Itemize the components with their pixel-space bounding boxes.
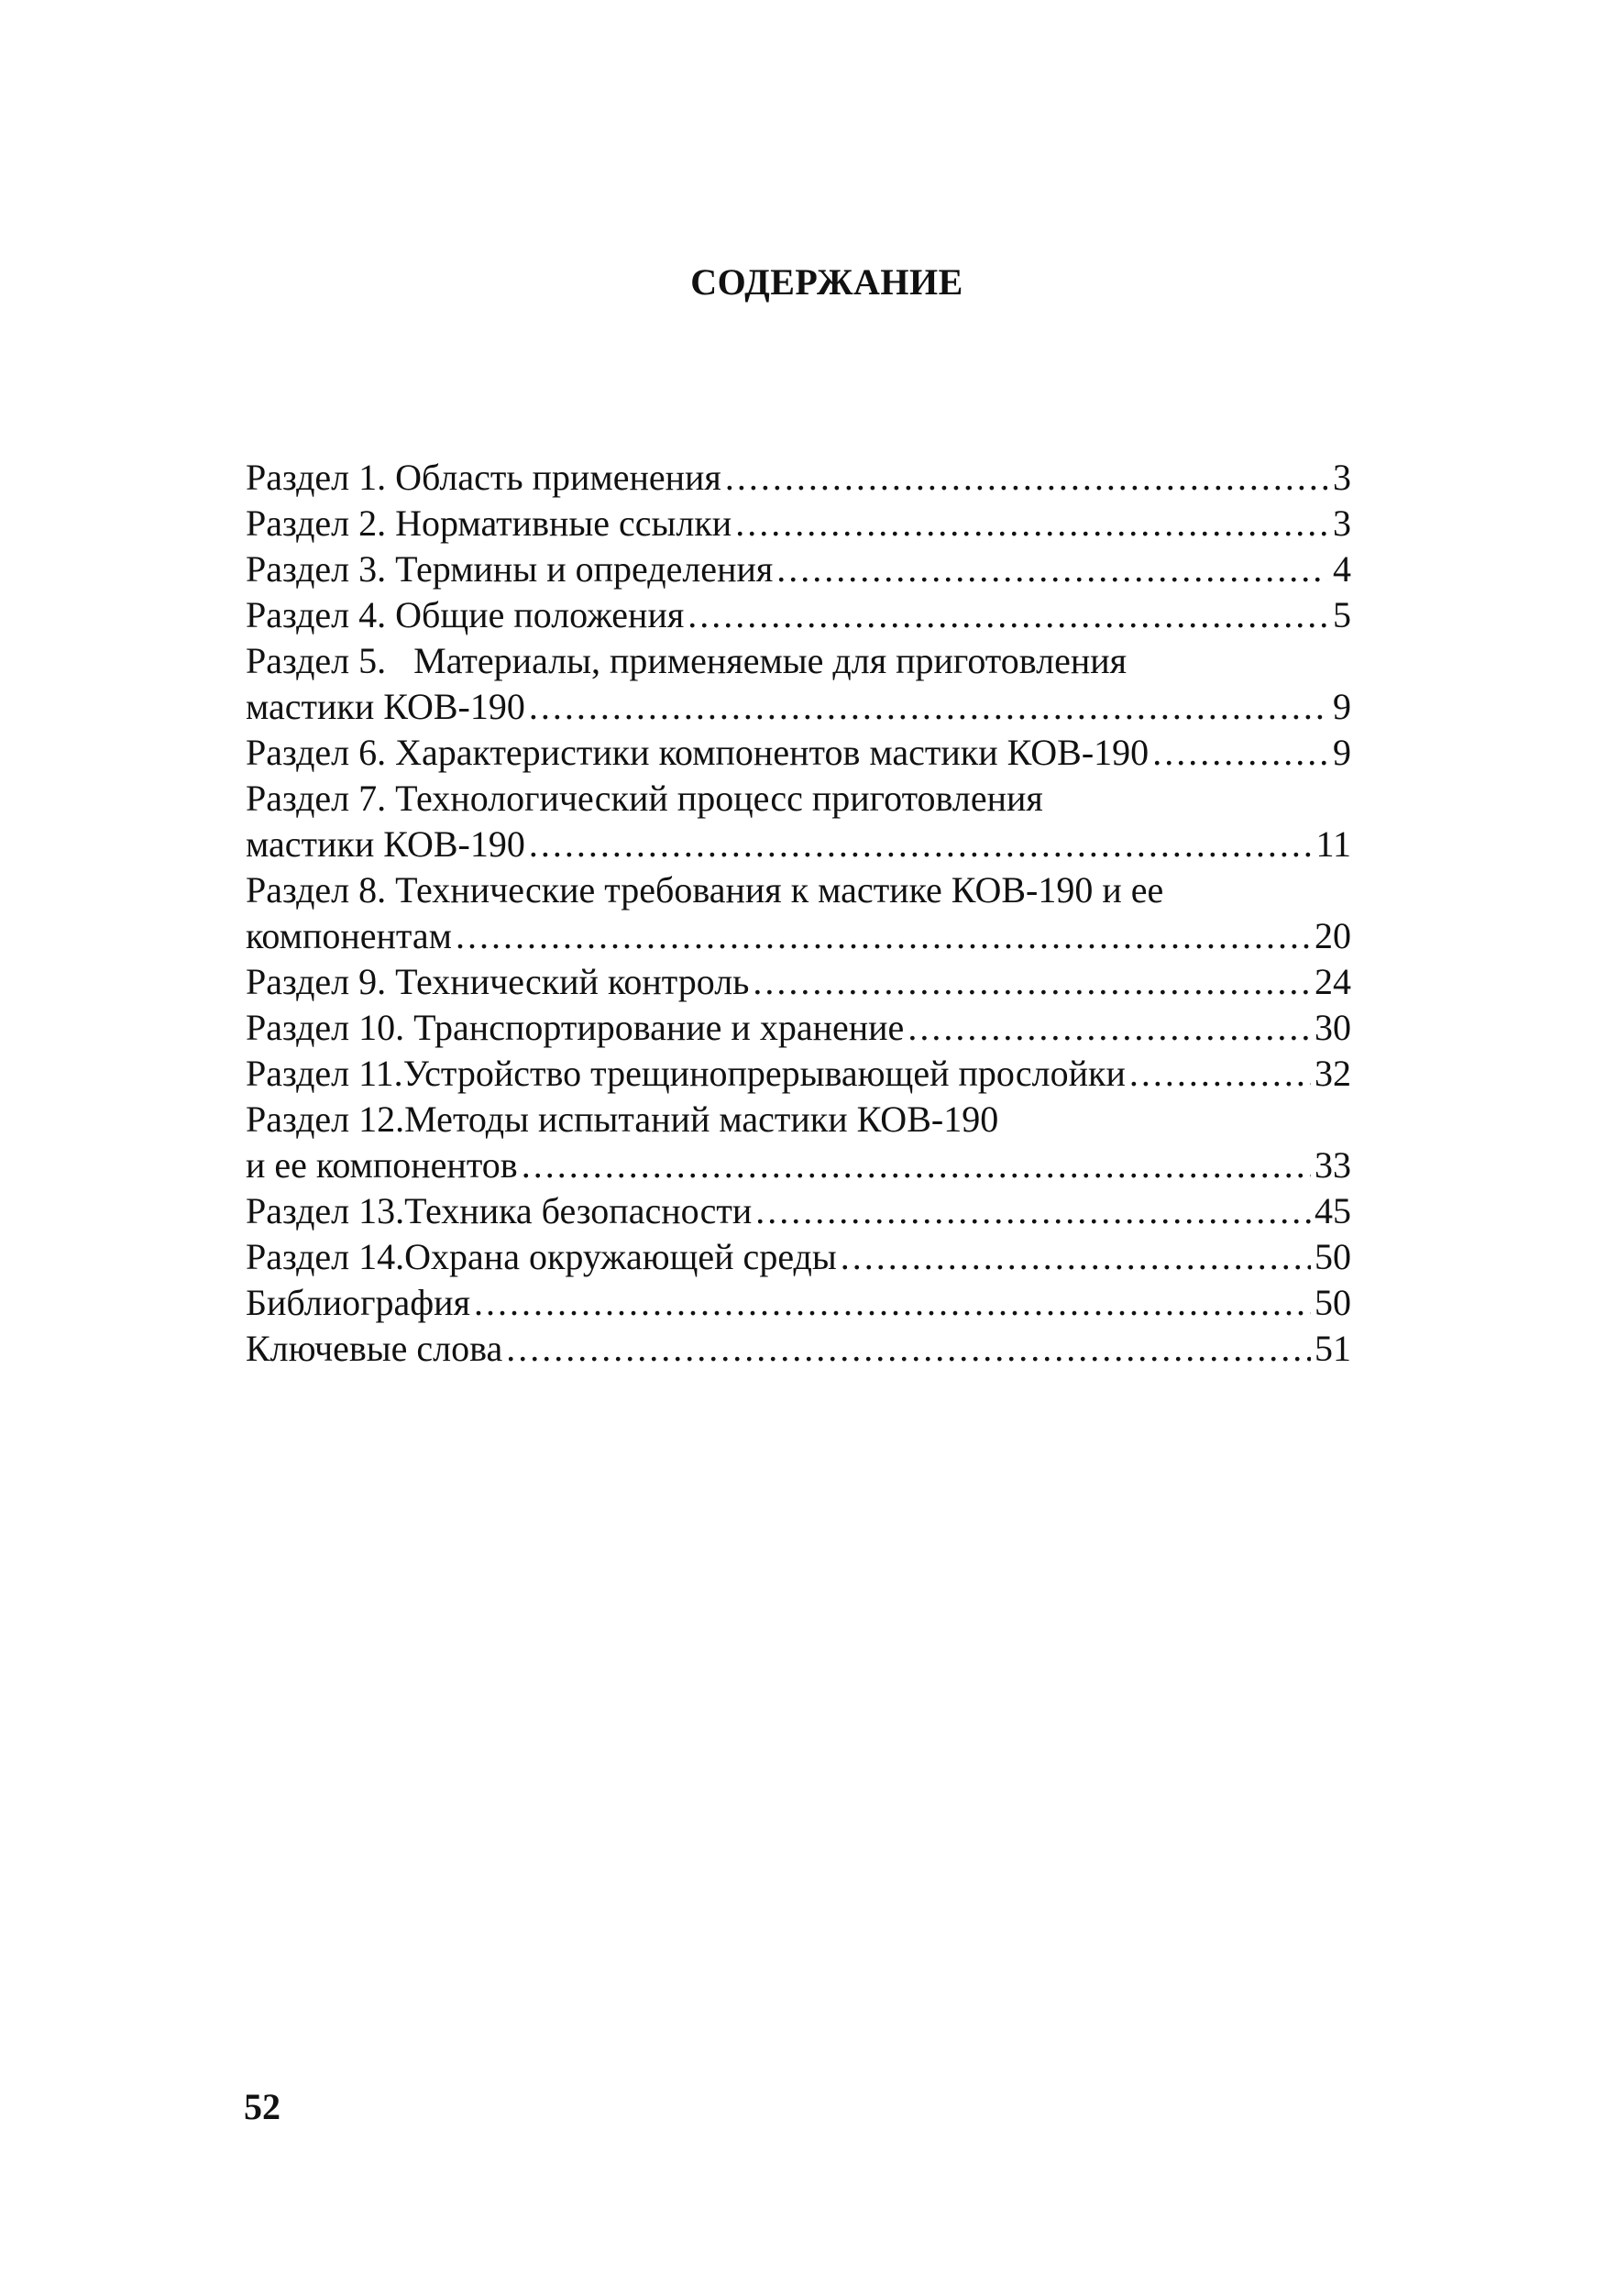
table-of-contents bbox=[246, 455, 1351, 1372]
toc-leader-dots bbox=[735, 501, 1327, 546]
toc-leader-dots bbox=[776, 546, 1327, 592]
toc-entry-page: 9 bbox=[1333, 732, 1351, 773]
toc-leader-dots bbox=[529, 822, 1313, 867]
toc-entry-text: Библиография bbox=[246, 1282, 470, 1323]
toc-entry-page: 45 bbox=[1314, 1190, 1351, 1231]
toc-entry-page: 3 bbox=[1333, 457, 1351, 498]
toc-entry-heading-line bbox=[246, 638, 1351, 684]
toc-entry-page: 5 bbox=[1333, 594, 1351, 635]
toc-leader-dots bbox=[474, 1280, 1311, 1326]
toc-leader-dots bbox=[1129, 1051, 1311, 1097]
toc-entry-page: 24 bbox=[1314, 961, 1351, 1002]
toc-entry-page: 50 bbox=[1314, 1282, 1351, 1323]
toc-entry bbox=[246, 592, 1351, 638]
toc-leader-dots bbox=[506, 1326, 1311, 1372]
toc-entry bbox=[246, 1280, 1351, 1326]
toc-entry-text: Раздел 11.Устройство трещинопрерывающей прослойки bbox=[246, 1053, 1126, 1094]
toc-entry-text: Раздел 6. Характеристики компонентов мастики КОВ-190 bbox=[246, 732, 1150, 773]
toc-entry bbox=[246, 501, 1351, 546]
toc-entry bbox=[246, 822, 1351, 867]
page-number: 52 bbox=[244, 2086, 280, 2127]
toc-leader-dots bbox=[522, 1142, 1311, 1188]
toc-entry-text: Раздел 4. Общие положения bbox=[246, 594, 685, 635]
toc-entry-page: 33 bbox=[1314, 1144, 1351, 1186]
toc-entry-text: Раздел 5. Материалы, применяемые для приготовления bbox=[246, 640, 1128, 681]
toc-entry bbox=[246, 730, 1351, 776]
toc-entry-page: 30 bbox=[1314, 1007, 1351, 1048]
toc-entry-page: 51 bbox=[1314, 1328, 1351, 1369]
toc-entry-page: 4 bbox=[1333, 548, 1351, 590]
toc-entry-text: и ее компонентов bbox=[246, 1144, 518, 1186]
toc-entry bbox=[246, 1188, 1351, 1234]
toc-entry-page: 3 bbox=[1333, 502, 1351, 544]
toc-leader-dots bbox=[841, 1234, 1311, 1280]
toc-leader-dots bbox=[908, 1005, 1311, 1051]
toc-entry-text: Раздел 3. Термины и определения bbox=[246, 548, 774, 590]
toc-entry-page: 20 bbox=[1314, 915, 1351, 956]
toc-entry bbox=[246, 959, 1351, 1005]
toc-entry-text: мастики КОВ-190 bbox=[246, 823, 525, 865]
toc-entry-page: 32 bbox=[1314, 1053, 1351, 1094]
toc-entry bbox=[246, 546, 1351, 592]
toc-entry bbox=[246, 1234, 1351, 1280]
toc-entry-text: Ключевые слова bbox=[246, 1328, 503, 1369]
toc-leader-dots bbox=[753, 959, 1311, 1005]
toc-leader-dots bbox=[755, 1188, 1311, 1234]
toc-entry-page: 9 bbox=[1333, 686, 1351, 727]
toc-entry-text: Раздел 12.Методы испытаний мастики КОВ-190 bbox=[246, 1098, 999, 1140]
toc-entry bbox=[246, 1051, 1351, 1097]
toc-entry-text: Раздел 2. Нормативные ссылки bbox=[246, 502, 732, 544]
toc-entry-page: 50 bbox=[1314, 1236, 1351, 1277]
toc-entry bbox=[246, 1142, 1351, 1188]
toc-entry-text: компонентам bbox=[246, 915, 452, 956]
toc-entry-text: Раздел 8. Технические требования к мастике КОВ-190 и ее bbox=[246, 869, 1164, 911]
toc-entry-text: мастики КОВ-190 bbox=[246, 686, 525, 727]
toc-entry-heading-line bbox=[246, 1097, 1351, 1142]
toc-entry bbox=[246, 684, 1351, 730]
toc-entry bbox=[246, 1005, 1351, 1051]
toc-entry-heading-line bbox=[246, 867, 1351, 913]
toc-leader-dots bbox=[529, 684, 1327, 730]
toc-leader-dots bbox=[688, 592, 1327, 638]
toc-entry-text: Раздел 10. Транспортирование и хранение bbox=[246, 1007, 905, 1048]
toc-entry-text: Раздел 13.Техника безопасности bbox=[246, 1190, 753, 1231]
toc-entry-text: Раздел 9. Технический контроль bbox=[246, 961, 750, 1002]
toc-entry-heading-line bbox=[246, 776, 1351, 822]
toc-leader-dots bbox=[725, 455, 1327, 501]
toc-leader-dots bbox=[456, 913, 1311, 959]
toc-entry bbox=[246, 455, 1351, 501]
toc-entry-page: 11 bbox=[1315, 823, 1351, 865]
toc-leader-dots bbox=[1152, 730, 1327, 776]
toc-entry bbox=[246, 1326, 1351, 1372]
toc-entry bbox=[246, 913, 1351, 959]
toc-entry-text: Раздел 7. Технологический процесс приготовления bbox=[246, 778, 1043, 819]
toc-entry-text: Раздел 1. Область применения bbox=[246, 457, 721, 498]
page-title: СОДЕРЖАНИЕ bbox=[690, 261, 963, 303]
toc-entry-text: Раздел 14.Охрана окружающей среды bbox=[246, 1236, 837, 1277]
